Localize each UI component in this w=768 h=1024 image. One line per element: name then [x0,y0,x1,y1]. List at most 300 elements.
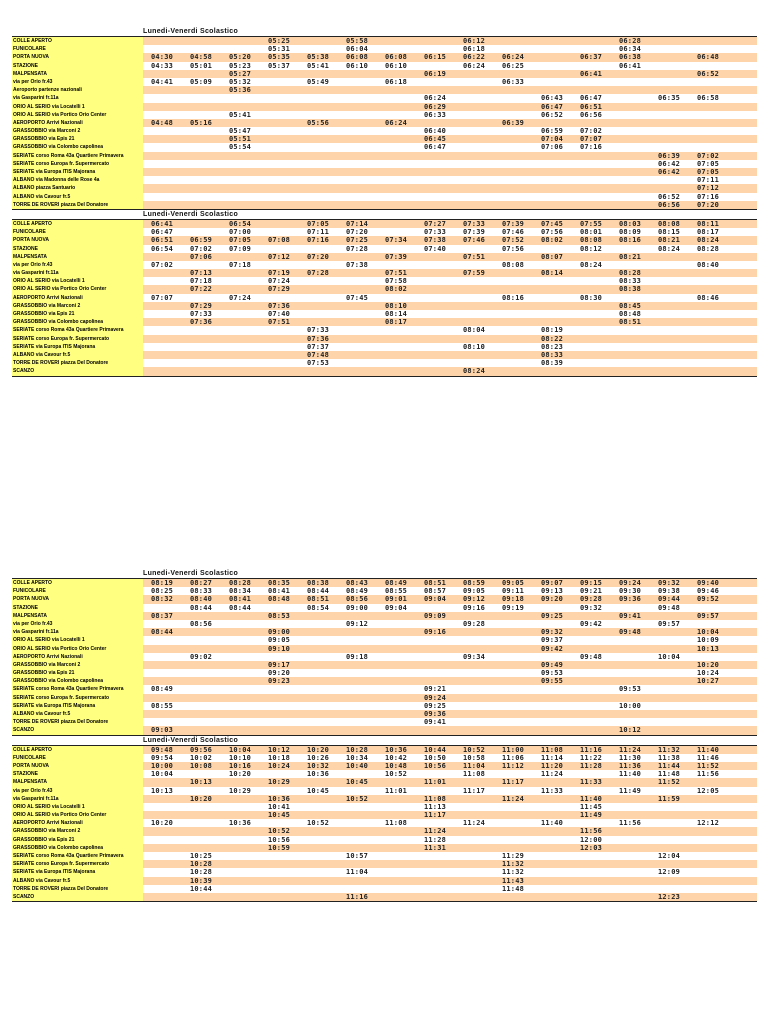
departure-time: 10:45 [306,786,330,795]
departure-time: 08:01 [579,228,603,237]
table-row [12,45,757,53]
departure-time: 09:05 [462,587,486,596]
departure-time: 04:48 [150,118,174,127]
departure-time: 06:52 [696,69,720,78]
table-row [12,351,757,359]
departure-time: 06:40 [423,127,447,136]
departure-time: 07:46 [501,228,525,237]
table-row [12,236,757,244]
departure-time: 09:12 [345,619,369,628]
departure-time: 12:04 [657,852,681,860]
table-row [12,669,757,677]
departure-time: 05:38 [306,53,330,62]
departure-time: 06:51 [579,102,603,111]
departure-time: 06:08 [345,53,369,62]
timetable-header [12,27,757,37]
departure-time: 09:03 [150,726,174,735]
departure-time: 07:33 [189,310,213,318]
departure-time: 07:19 [267,269,291,278]
departure-time: 08:28 [696,244,720,253]
stop-name: PORTA NUOVA [12,53,143,61]
stop-name: SERIATE corso Europa fr. Supermercato [12,694,143,702]
departure-time: 11:14 [540,753,564,762]
departure-time: 08:19 [150,579,174,587]
departure-time: 10:13 [696,644,720,653]
departure-time: 06:52 [540,110,564,119]
departure-time: 06:56 [579,110,603,119]
departure-time: 07:20 [306,252,330,261]
departure-time: 11:48 [501,884,525,893]
departure-time: 08:21 [618,252,642,261]
departure-time: 11:17 [501,778,525,787]
departure-time: 09:48 [579,652,603,661]
departure-time: 07:52 [501,236,525,245]
departure-time: 07:06 [189,252,213,261]
departure-time: 10:32 [306,761,330,770]
stop-name: FUNICOLARE [12,587,143,595]
departure-time: 07:36 [267,301,291,310]
table-row [12,53,757,61]
table-row [12,37,757,45]
timetable-header [12,569,757,579]
departure-time: 09:28 [462,619,486,628]
departure-time: 11:08 [423,794,447,803]
departure-time: 08:59 [462,579,486,587]
departure-time: 06:22 [462,53,486,62]
departure-time: 08:40 [189,595,213,604]
table-row [12,310,757,318]
departure-time: 10:29 [228,786,252,795]
header-label: Lunedi-Venerdi Scolastico [143,28,239,35]
table-row [12,587,757,595]
table-row [12,710,757,718]
departure-time: 08:33 [189,587,213,596]
departure-time: 06:59 [189,236,213,245]
table-row [12,868,757,876]
departure-time: 10:36 [228,819,252,828]
table-row [12,762,757,770]
table-row [12,661,757,669]
timetable-header [12,210,757,220]
departure-time: 05:27 [228,69,252,78]
departure-time: 11:40 [540,819,564,828]
departure-time: 10:42 [384,753,408,762]
departure-time: 07:38 [423,236,447,245]
departure-time: 08:27 [189,579,213,587]
departure-time: 07:51 [384,269,408,278]
stop-name: ORIO AL SERIO via Locatelli 1 [12,636,143,644]
table-row [12,62,757,70]
departure-time: 05:35 [267,53,291,62]
departure-time: 07:05 [696,159,720,168]
departure-time: 08:03 [618,219,642,228]
departure-time: 07:24 [228,293,252,302]
departure-time: 07:25 [345,236,369,245]
departure-time: 06:19 [423,69,447,78]
stop-name: via per Orio fr.43 [12,620,143,628]
table-row [12,143,757,151]
table-row [12,770,757,778]
departure-time: 07:39 [501,219,525,228]
departure-time: 08:56 [189,619,213,628]
departure-time: 10:20 [189,794,213,803]
stop-name: GRASSOBBIO via Marconi 2 [12,827,143,835]
table-row [12,269,757,277]
departure-time: 11:40 [579,794,603,803]
departure-time: 06:18 [462,45,486,54]
departure-time: 05:32 [228,77,252,86]
departure-time: 06:24 [462,61,486,70]
departure-time: 09:41 [618,611,642,620]
departure-time: 07:38 [345,260,369,269]
stop-name: GRASSOBBIO via Marconi 2 [12,127,143,135]
departure-time: 10:57 [345,852,369,860]
stop-name: ORIO AL SERIO via Locatelli 1 [12,803,143,811]
table-row [12,318,757,326]
stop-name: STAZIONE [12,604,143,612]
departure-time: 06:24 [501,53,525,62]
departure-time: 09:09 [423,611,447,620]
departure-time: 09:10 [267,644,291,653]
departure-time: 09:48 [657,603,681,612]
departure-time: 09:42 [540,644,564,653]
table-row [12,127,757,135]
departure-time: 11:56 [579,827,603,836]
header-label: Lunedi-Venerdi Scolastico [143,736,239,744]
departure-time: 10:24 [267,761,291,770]
departure-time: 08:16 [501,293,525,302]
departure-time: 08:11 [696,219,720,228]
stop-name: PORTA NUOVA [12,595,143,603]
departure-time: 11:56 [696,770,720,779]
departure-time: 10:52 [306,819,330,828]
timetable-4 [12,736,757,903]
stop-name: GRASSOBBIO via Marconi 2 [12,302,143,310]
departure-time: 06:41 [150,219,174,228]
departure-time: 07:33 [306,326,330,335]
departure-time: 08:23 [540,342,564,351]
stop-name: FUNICOLARE [12,228,143,236]
stop-name: ALBANO piazza Santuario [12,184,143,192]
stop-name: MALPENSATA [12,778,143,786]
stop-name: via per Orio fr.43 [12,261,143,269]
departure-time: 11:49 [579,811,603,820]
departure-time: 10:28 [189,860,213,869]
departure-time: 09:05 [501,579,525,587]
departure-time: 07:05 [228,236,252,245]
departure-time: 05:47 [228,127,252,136]
departure-time: 08:51 [423,579,447,587]
departure-time: 06:39 [657,151,681,160]
table-row [12,326,757,334]
stop-name: ORIO AL SERIO via Portico Orio Center [12,645,143,653]
departure-time: 10:29 [267,778,291,787]
departure-time: 05:51 [228,135,252,144]
departure-time: 07:28 [345,244,369,253]
departure-time: 10:45 [267,811,291,820]
departure-time: 11:33 [540,786,564,795]
departure-time: 08:55 [384,587,408,596]
departure-time: 05:09 [189,77,213,86]
departure-time: 09:05 [267,636,291,645]
departure-time: 08:10 [462,342,486,351]
departure-time: 11:56 [618,819,642,828]
departure-time: 10:34 [345,753,369,762]
stop-name: STAZIONE [12,245,143,253]
table-row [12,778,757,786]
departure-time: 06:24 [423,94,447,103]
stop-name: ORIO AL SERIO via Locatelli 1 [12,277,143,285]
departure-time: 09:49 [540,660,564,669]
departure-time: 10:41 [267,802,291,811]
stop-name: COLLE APERTO [12,746,143,754]
stop-name: ORIO AL SERIO via Locatelli 1 [12,103,143,111]
departure-time: 08:56 [345,595,369,604]
stop-name: SERIATE corso Roma 43a Quartiere Primavera [12,152,143,160]
departure-time: 08:33 [618,277,642,286]
stop-name: ALBANO via Cavour fr.5 [12,351,143,359]
departure-time: 11:32 [657,745,681,754]
departure-time: 11:32 [501,868,525,877]
table-row [12,844,757,852]
departure-time: 05:25 [267,37,291,45]
table-row [12,302,757,310]
departure-time: 06:24 [384,118,408,127]
departure-time: 07:58 [384,277,408,286]
departure-time: 07:39 [384,252,408,261]
departure-time: 12:00 [579,835,603,844]
departure-time: 08:46 [696,293,720,302]
stop-name: AEROPORTO Arrivi Nazionali [12,819,143,827]
departure-time: 07:24 [267,277,291,286]
header-label: Lunedi-Venerdi Scolastico [143,210,239,218]
departure-time: 11:06 [501,753,525,762]
table-row [12,718,757,726]
departure-time: 10:59 [267,843,291,852]
departure-time: 09:32 [657,579,681,587]
departure-time: 10:36 [267,794,291,803]
stop-name: via Gasparini fr.11a [12,94,143,102]
stop-name: FUNICOLARE [12,45,143,53]
departure-time: 06:56 [657,200,681,209]
departure-time: 05:37 [267,61,291,70]
departure-time: 09:41 [423,718,447,727]
departure-time: 06:47 [579,94,603,103]
table-row [12,819,757,827]
table-row [12,877,757,885]
departure-time: 07:45 [540,219,564,228]
departure-time: 11:40 [696,745,720,754]
departure-time: 08:04 [462,326,486,335]
departure-time: 08:25 [150,587,174,596]
departure-time: 07:51 [462,252,486,261]
departure-time: 11:24 [618,745,642,754]
departure-time: 08:28 [228,579,252,587]
departure-time: 09:19 [501,603,525,612]
departure-time: 08:49 [345,587,369,596]
table-row [12,111,757,119]
table-row [12,754,757,762]
timetable-block-1 [12,27,757,377]
stop-name: ALBANO via Cavour fr.5 [12,710,143,718]
departure-time: 08:14 [384,310,408,318]
stop-name: COLLE APERTO [12,579,143,587]
departure-time: 08:39 [540,359,564,368]
departure-time: 08:14 [540,269,564,278]
departure-time: 10:44 [423,745,447,754]
departure-time: 08:16 [618,236,642,245]
departure-time: 09:21 [579,587,603,596]
departure-time: 10:00 [150,761,174,770]
departure-time: 07:11 [696,176,720,185]
departure-time: 11:43 [501,876,525,885]
table-row [12,702,757,710]
departure-time: 09:48 [150,745,174,754]
table-row [12,653,757,661]
departure-time: 11:16 [345,892,369,901]
departure-time: 05:23 [228,61,252,70]
departure-time: 10:13 [150,786,174,795]
table-row [12,359,757,367]
departure-time: 06:52 [657,192,681,201]
departure-time: 11:52 [657,778,681,787]
departure-time: 10:20 [228,770,252,779]
departure-time: 10:26 [306,753,330,762]
departure-time: 07:02 [150,260,174,269]
departure-time: 08:24 [657,244,681,253]
departure-time: 11:12 [501,761,525,770]
departure-time: 08:08 [657,219,681,228]
departure-time: 07:14 [345,219,369,228]
departure-time: 11:40 [618,770,642,779]
table-row [12,746,757,754]
departure-time: 06:51 [150,236,174,245]
departure-time: 07:12 [696,184,720,193]
departure-time: 08:53 [267,611,291,620]
departure-time: 06:54 [228,219,252,228]
departure-time: 10:24 [696,669,720,678]
table-row [12,645,757,653]
departure-time: 11:24 [462,819,486,828]
table-row [12,836,757,844]
stop-name: COLLE APERTO [12,37,143,45]
table-row [12,367,757,375]
departure-time: 06:25 [501,61,525,70]
departure-time: 07:51 [267,318,291,327]
departure-time: 11:30 [618,753,642,762]
timetable-2 [12,210,757,377]
departure-time: 08:54 [306,603,330,612]
departure-time: 05:20 [228,53,252,62]
table-row [12,694,757,702]
departure-time: 07:28 [306,269,330,278]
departure-time: 11:46 [696,753,720,762]
departure-time: 11:01 [423,778,447,787]
departure-time: 05:36 [228,86,252,95]
stop-name: ALBANO via Cavour fr.5 [12,877,143,885]
table-row [12,78,757,86]
departure-time: 07:20 [345,228,369,237]
departure-time: 08:07 [540,252,564,261]
departure-time: 11:32 [501,860,525,869]
departure-time: 07:56 [501,244,525,253]
table-row [12,595,757,603]
departure-time: 07:07 [579,135,603,144]
timetable-block-2 [12,569,757,902]
departure-time: 08:08 [501,260,525,269]
stop-name: via Gasparini fr.11a [12,795,143,803]
departure-time: 11:33 [579,778,603,787]
departure-time: 08:51 [306,595,330,604]
stop-name: SERIATE corso Europa fr. Supermercato [12,160,143,168]
departure-time: 07:09 [228,244,252,253]
table-row [12,604,757,612]
table-row [12,152,757,160]
departure-time: 05:41 [228,110,252,119]
table-row [12,253,757,261]
departure-time: 12:09 [657,868,681,877]
departure-time: 10:52 [384,770,408,779]
departure-time: 11:01 [384,786,408,795]
table-row [12,245,757,253]
departure-time: 08:02 [384,285,408,294]
departure-time: 09:32 [540,628,564,637]
departure-time: 09:57 [696,611,720,620]
departure-time: 08:48 [267,595,291,604]
departure-time: 08:10 [384,301,408,310]
departure-time: 10:52 [267,827,291,836]
table-row [12,726,757,734]
table-row [12,193,757,201]
departure-time: 10:45 [345,778,369,787]
departure-time: 09:04 [423,595,447,604]
departure-time: 09:40 [696,579,720,587]
timetable-3 [12,569,757,736]
stop-name: SERIATE via Europa ITIS Majorana [12,343,143,351]
departure-time: 06:39 [501,118,525,127]
departure-time: 07:02 [579,127,603,136]
departure-time: 06:47 [423,143,447,152]
departure-time: 08:44 [189,603,213,612]
stop-name: SERIATE via Europa ITIS Majorana [12,702,143,710]
departure-time: 08:41 [228,595,252,604]
departure-time: 08:44 [228,603,252,612]
departure-time: 10:52 [462,745,486,754]
stop-name: via Gasparini fr.11a [12,628,143,636]
departure-time: 07:02 [696,151,720,160]
departure-time: 09:46 [696,587,720,596]
stop-name: GRASSOBBIO via Colombo capolinea [12,844,143,852]
departure-time: 04:33 [150,61,174,70]
departure-time: 05:01 [189,61,213,70]
departure-time: 08:44 [150,628,174,637]
departure-time: 07:39 [462,228,486,237]
departure-time: 08:35 [267,579,291,587]
departure-time: 06:59 [540,127,564,136]
departure-time: 06:47 [150,228,174,237]
table-row [12,343,757,351]
departure-time: 07:56 [540,228,564,237]
departure-time: 09:02 [189,652,213,661]
departure-time: 08:48 [618,310,642,318]
departure-time: 09:56 [189,745,213,754]
departure-time: 05:31 [267,45,291,54]
departure-time: 09:57 [657,619,681,628]
table-row [12,176,757,184]
departure-time: 07:05 [696,168,720,176]
departure-time: 09:00 [267,628,291,637]
departure-time: 10:39 [189,876,213,885]
